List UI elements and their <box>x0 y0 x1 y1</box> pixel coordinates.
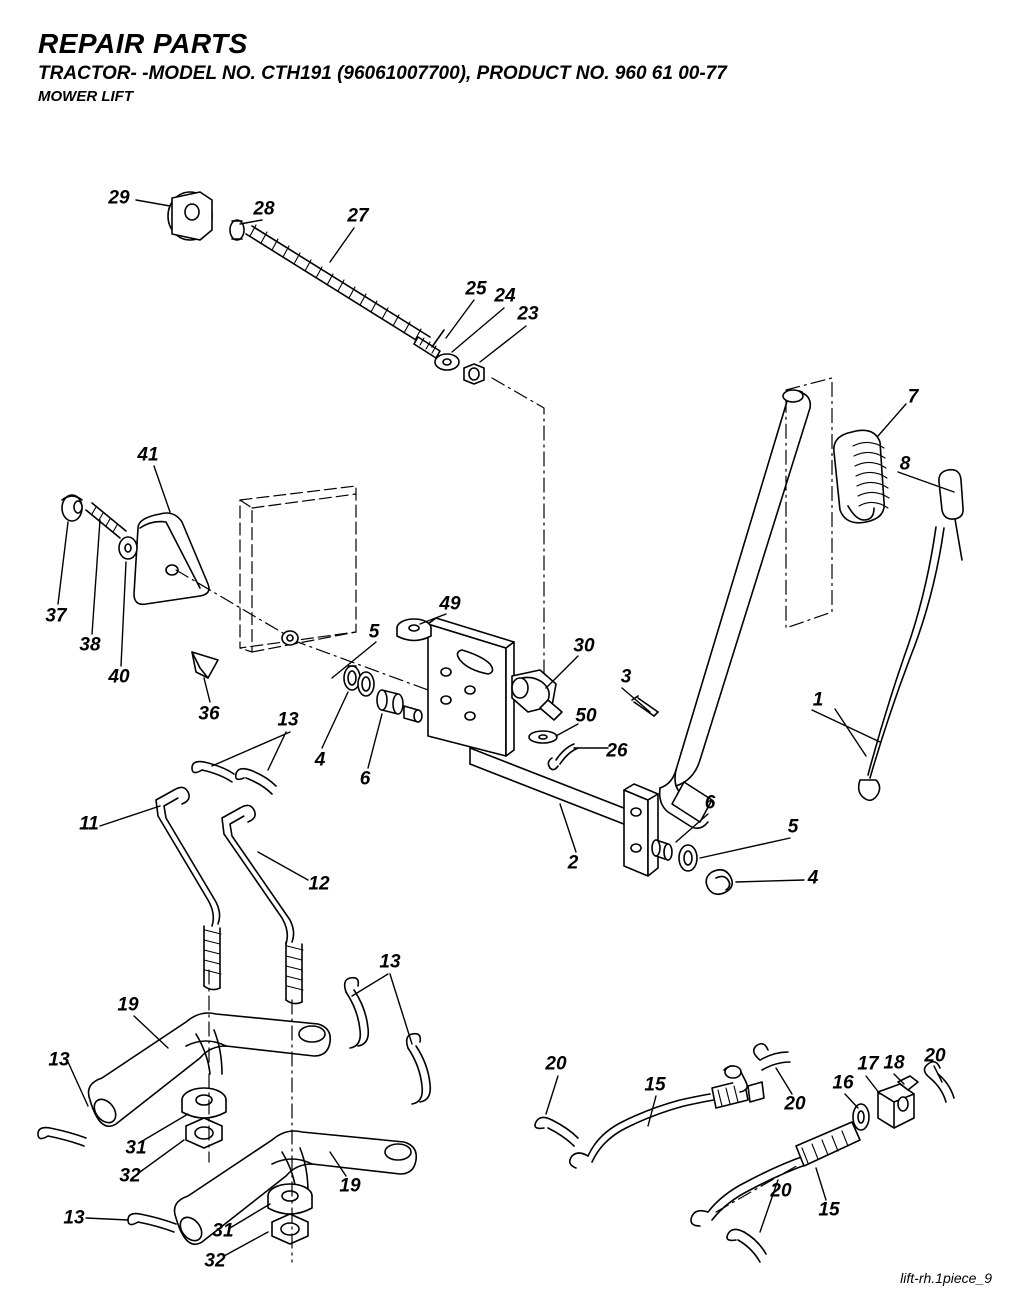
callout-4-28: 4 <box>807 867 819 889</box>
callout-36-12: 36 <box>198 703 220 725</box>
drawing-code: lift-rh.1piece_9 <box>900 1270 992 1286</box>
phantom-panel <box>240 486 356 652</box>
part-29-knob <box>168 192 212 240</box>
callout-40-11: 40 <box>108 666 130 688</box>
callout-3-16: 3 <box>620 666 632 688</box>
part-8-rod-tip <box>939 470 963 560</box>
part-5-bushing-left <box>282 631 298 645</box>
part-37-knob-cap <box>62 495 82 521</box>
part-36-tab <box>192 652 218 678</box>
part-4-retaining-ring-right <box>706 870 732 895</box>
part-23-nut <box>464 364 484 384</box>
callout-24-4: 24 <box>494 285 516 307</box>
callout-15-39: 15 <box>644 1074 666 1096</box>
part-20-cotter-pin-d <box>727 1229 766 1262</box>
callout-26-19: 26 <box>606 740 628 762</box>
callout-20-44: 20 <box>924 1045 946 1067</box>
callout-20-45: 20 <box>770 1180 792 1202</box>
callout-11-23: 11 <box>79 813 99 835</box>
callout-32-37: 32 <box>204 1250 226 1272</box>
handle-phantom-box <box>786 378 832 628</box>
part-20-cotter-pin-b <box>754 1044 790 1070</box>
callout-6-21: 6 <box>359 768 371 790</box>
part-1-cable <box>835 527 944 800</box>
callout-29-0: 29 <box>108 187 130 209</box>
part-15-rod-upper <box>570 1066 764 1168</box>
callout-25-3: 25 <box>465 278 487 300</box>
callout-31-36: 31 <box>212 1220 234 1242</box>
main-lift-lever <box>660 390 811 828</box>
callout-37-9: 37 <box>45 605 67 627</box>
part-11-link-rod <box>156 787 221 989</box>
part-24-washer <box>435 354 459 370</box>
callout-41-8: 41 <box>137 444 159 466</box>
part-13-cotter-pin-d <box>407 1034 431 1104</box>
part-6-spacer-left <box>377 690 422 722</box>
callout-23-5: 23 <box>517 303 539 325</box>
callout-32-33: 32 <box>119 1165 141 1187</box>
callout-31-32: 31 <box>125 1137 147 1159</box>
callout-8-7: 8 <box>899 453 911 475</box>
part-30-pivot-pin <box>512 670 562 720</box>
callout-13-31: 13 <box>48 1049 70 1071</box>
callout-20-38: 20 <box>545 1053 567 1075</box>
callout-20-40: 20 <box>784 1093 806 1115</box>
callout-12-24: 12 <box>308 873 330 895</box>
part-32-nut-upper <box>186 1118 222 1148</box>
part-31-bushing-lower <box>268 1184 312 1214</box>
part-41-bracket <box>134 513 209 604</box>
model-subtitle: TRACTOR- -MODEL NO. CTH191 (96061007700), PRODUCT NO. 960 61 00-77 <box>38 63 727 84</box>
callout-16-43: 16 <box>832 1072 854 1094</box>
callout-2-25: 2 <box>567 852 579 874</box>
part-5-washer-right <box>679 845 697 871</box>
part-13-cotter-pin-e <box>38 1128 86 1146</box>
callout-19-30: 19 <box>117 994 139 1016</box>
callout-17-41: 17 <box>857 1053 879 1075</box>
part-32-nut-lower <box>272 1214 308 1244</box>
part-27-threaded-rod <box>246 225 440 358</box>
part-13-cotter-pin-b <box>236 769 276 794</box>
part-20-cotter-pin-a <box>535 1117 578 1146</box>
part-5b-washer-left <box>358 672 374 696</box>
callout-1-17: 1 <box>812 689 824 711</box>
part-13-cotter-pin-a <box>192 762 234 782</box>
part-25-spring-segment <box>432 330 444 347</box>
callout-27-2: 27 <box>347 205 369 227</box>
part-50-washer <box>529 731 557 743</box>
section-title: MOWER LIFT <box>38 88 133 105</box>
page-title: REPAIR PARTS <box>38 28 248 59</box>
part-16-washer <box>853 1104 869 1130</box>
callout-13-22: 13 <box>277 709 299 731</box>
callout-50-18: 50 <box>575 705 597 727</box>
phantom-leader-41 <box>176 570 288 636</box>
callout-15-46: 15 <box>818 1199 840 1221</box>
part-7-grip <box>834 430 889 522</box>
lift-shaft-tube <box>470 748 658 876</box>
part-38-threaded-shaft <box>86 503 126 538</box>
callout-5-14: 5 <box>368 621 380 643</box>
callout-7-6: 7 <box>907 386 919 408</box>
callout-28-1: 28 <box>253 198 275 220</box>
lift-bracket-plate <box>428 618 514 756</box>
callout-18-42: 18 <box>883 1052 905 1074</box>
callout-4-20: 4 <box>314 749 326 771</box>
callout-49-13: 49 <box>439 593 461 615</box>
callout-19-34: 19 <box>339 1175 361 1197</box>
part-20-cotter-pin-c <box>924 1062 954 1102</box>
callout-5-27: 5 <box>787 816 799 838</box>
callout-13-35: 13 <box>63 1207 85 1229</box>
callout-38-10: 38 <box>79 634 101 656</box>
callout-13-29: 13 <box>379 951 401 973</box>
part-12-link-rod <box>222 805 303 1003</box>
part-13-cotter-pin-f <box>128 1214 176 1232</box>
part-40-washer <box>119 537 137 559</box>
callout-30-15: 30 <box>573 635 595 657</box>
part-17-18-fitting <box>878 1076 918 1128</box>
callout-6-26: 6 <box>704 792 716 814</box>
part-31-bushing-upper <box>182 1088 226 1118</box>
